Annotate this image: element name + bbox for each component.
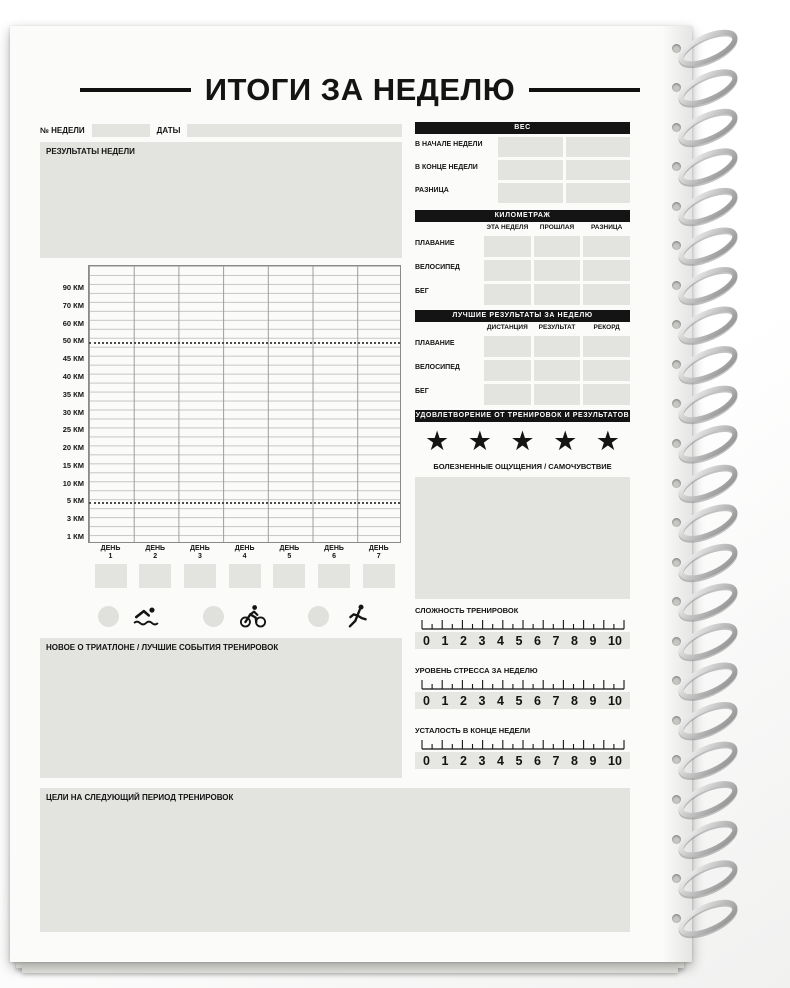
day-label: ДЕНЬ	[279, 545, 300, 552]
scale-number[interactable]: 6	[534, 693, 541, 708]
value-cell[interactable]	[566, 160, 631, 180]
table-row	[415, 384, 630, 405]
table-row	[415, 336, 630, 357]
scale-number[interactable]: 0	[423, 693, 430, 708]
next-period-goals-label: ЦЕЛИ НА СЛЕДУЮЩИЙ ПЕРИОД ТРЕНИРОВОК	[46, 793, 234, 802]
chart-y-label: 20 КМ	[62, 443, 84, 453]
week-number-field[interactable]	[92, 124, 150, 137]
scale-label: УСТАЛОСТЬ В КОНЦЕ НЕДЕЛИ	[415, 726, 531, 735]
dotted-guideline-5km	[89, 502, 400, 504]
value-cell[interactable]	[498, 137, 563, 157]
row-label: ПЛАВАНИЕ	[415, 240, 455, 247]
title-rule-left	[80, 88, 191, 92]
value-cell[interactable]	[566, 137, 631, 157]
row-label: БЕГ	[415, 388, 429, 395]
value-cell[interactable]	[566, 183, 631, 203]
column-header: ПРОШЛАЯ	[539, 224, 575, 231]
scale-block-1	[415, 606, 630, 649]
day-label: ДЕНЬ	[234, 545, 255, 552]
day-total-field[interactable]	[229, 564, 261, 588]
scale-number[interactable]: 1	[441, 753, 449, 768]
scale-number[interactable]: 10	[608, 633, 622, 648]
weight-table-rows	[415, 137, 630, 203]
value-cell[interactable]	[583, 336, 630, 357]
weight-table	[415, 122, 630, 203]
week-number-label: № НЕДЕЛИ	[40, 125, 85, 135]
day-number: 1	[108, 553, 113, 560]
chart-y-label: 70 КМ	[62, 300, 84, 310]
scale-number[interactable]: 7	[552, 693, 560, 708]
kilometrage-table-header: КИЛОМЕТРАЖ	[415, 210, 630, 222]
value-cell[interactable]	[484, 384, 531, 405]
week-meta-row	[40, 123, 402, 137]
chart-y-label: 30 КМ	[62, 407, 84, 417]
chart-y-label: 1 КМ	[66, 532, 84, 542]
runner-icon	[345, 603, 371, 629]
scale-number[interactable]: 10	[608, 693, 622, 708]
scale-block-3	[415, 726, 630, 769]
rating-star[interactable]: ★	[553, 426, 578, 456]
scale-number[interactable]: 8	[571, 753, 578, 768]
scale-numbers	[415, 632, 630, 649]
day-total-field[interactable]	[318, 564, 350, 588]
page-title: ИТОГИ ЗА НЕДЕЛЮ	[204, 72, 516, 107]
scale-ruler[interactable]	[420, 618, 626, 630]
table-row	[415, 236, 630, 257]
value-cell[interactable]	[534, 336, 581, 357]
value-cell[interactable]	[534, 260, 581, 281]
dotted-guideline-50km	[89, 342, 400, 344]
day-column	[88, 545, 133, 588]
table-row	[415, 183, 630, 203]
value-cell[interactable]	[583, 360, 630, 381]
scale-number[interactable]: 9	[589, 753, 597, 768]
value-cell[interactable]	[583, 260, 630, 281]
scale-number[interactable]: 3	[478, 633, 486, 648]
scale-numbers	[415, 692, 630, 709]
column-header: РЕЗУЛЬТАТ	[538, 324, 576, 331]
page-stack-edge-2	[22, 966, 678, 973]
chart-y-label: 15 КМ	[62, 460, 84, 470]
scale-number[interactable]: 4	[497, 693, 504, 708]
week-results-field[interactable]	[40, 142, 402, 258]
title-rule-right	[529, 88, 640, 92]
dates-field[interactable]	[187, 124, 402, 137]
chart-grid[interactable]	[88, 265, 401, 543]
rating-scales	[415, 606, 630, 786]
chart-y-label: 90 КМ	[62, 283, 84, 292]
day-number: 4	[242, 553, 247, 560]
day-number: 6	[332, 553, 336, 560]
value-cell[interactable]	[484, 260, 531, 281]
scale-block-2	[415, 666, 630, 709]
table-row	[415, 260, 630, 281]
chart-y-label: 3 КМ	[66, 514, 84, 524]
row-label: ВЕЛОСИПЕД	[415, 264, 460, 271]
column-header: РАЗНИЦА	[591, 224, 623, 231]
scale-ruler[interactable]	[420, 678, 626, 690]
table-row	[415, 137, 630, 157]
chart-y-label: 5 КМ	[66, 496, 84, 506]
rating-star[interactable]: ★	[425, 426, 450, 456]
value-cell[interactable]	[583, 284, 630, 305]
swim-mark-circle[interactable]	[98, 606, 119, 627]
scale-number[interactable]: 4	[497, 753, 504, 768]
day-label: ДЕНЬ	[190, 545, 210, 552]
scale-number[interactable]: 1	[441, 633, 449, 648]
best-results-table	[415, 310, 630, 405]
rating-star[interactable]: ★	[510, 426, 535, 456]
row-label: БЕГ	[415, 288, 429, 295]
chart-y-label: 40 КМ	[62, 371, 84, 381]
day-number: 5	[287, 553, 292, 560]
satisfaction-header: УДОВЛЕТВОРЕНИЕ ОТ ТРЕНИРОВОК И РЕЗУЛЬТАТОВ	[415, 410, 630, 422]
day-total-field[interactable]	[363, 564, 395, 588]
pain-wellbeing-field[interactable]	[415, 477, 630, 599]
scale-number[interactable]: 4	[497, 633, 504, 648]
value-cell[interactable]	[583, 236, 630, 257]
scale-label: УРОВЕНЬ СТРЕССА ЗА НЕДЕЛЮ	[415, 666, 538, 675]
scale-number[interactable]: 0	[423, 753, 430, 768]
chart-y-label: 25 КМ	[62, 425, 84, 435]
scale-number[interactable]: 7	[552, 633, 560, 648]
scale-number[interactable]: 5	[515, 633, 523, 648]
scale-number[interactable]: 8	[571, 633, 578, 648]
row-label: ВЕЛОСИПЕД	[415, 364, 460, 371]
row-label: РАЗНИЦА	[415, 187, 449, 194]
table-row	[415, 284, 630, 305]
column-header: ДИСТАНЦИЯ	[486, 324, 528, 331]
satisfaction-stars	[415, 426, 630, 456]
day-total-field[interactable]	[95, 564, 127, 588]
chart-y-label: 45 КМ	[62, 354, 84, 364]
spiral-binding	[650, 0, 780, 988]
day-column	[177, 545, 222, 588]
chart-y-label: 35 КМ	[62, 389, 84, 399]
next-period-goals-field[interactable]	[40, 788, 630, 932]
triathlon-news-label: НОВОЕ О ТРИАТЛОНЕ / ЛУЧШИЕ СОБЫТИЯ ТРЕНИРОВОК	[46, 643, 279, 652]
run-mark-circle[interactable]	[308, 606, 329, 627]
day-label: ДЕНЬ	[100, 545, 121, 552]
value-cell[interactable]	[534, 360, 581, 381]
day-total-field[interactable]	[273, 564, 305, 588]
day-label: ДЕНЬ	[324, 545, 344, 552]
scale-label: СЛОЖНОСТЬ ТРЕНИРОВОК	[415, 606, 519, 615]
rating-star[interactable]: ★	[595, 426, 620, 456]
row-label: В НАЧАЛЕ НЕДЕЛИ	[415, 141, 483, 148]
scale-number[interactable]: 6	[534, 753, 541, 768]
row-label: В КОНЦЕ НЕДЕЛИ	[415, 164, 478, 171]
day-column	[267, 545, 312, 588]
bike-mark-circle[interactable]	[203, 606, 224, 627]
scale-number[interactable]: 2	[460, 633, 467, 648]
column-header: РЕКОРД	[593, 324, 620, 331]
day-column	[312, 545, 357, 588]
scale-ruler[interactable]	[420, 738, 626, 750]
column-headers-spacer	[415, 324, 481, 333]
value-cell[interactable]	[498, 160, 563, 180]
best-results-table-header: ЛУЧШИЕ РЕЗУЛЬТАТЫ ЗА НЕДЕЛЮ	[415, 310, 630, 322]
kilometrage-table	[415, 210, 630, 305]
row-label: ПЛАВАНИЕ	[415, 340, 455, 347]
scale-number[interactable]: 5	[515, 753, 523, 768]
scale-number[interactable]: 6	[534, 633, 541, 648]
pain-wellbeing-section	[415, 462, 630, 599]
day-total-field[interactable]	[184, 564, 216, 588]
value-cell[interactable]	[583, 384, 630, 405]
value-cell[interactable]	[484, 236, 531, 257]
day-number: 3	[197, 553, 202, 560]
chart-y-label: 10 КМ	[62, 478, 84, 488]
value-cell[interactable]	[534, 384, 581, 405]
chart-y-label: 60 КМ	[62, 318, 84, 328]
scale-number[interactable]: 1	[441, 693, 449, 708]
table-row	[415, 360, 630, 381]
value-cell[interactable]	[484, 336, 531, 357]
column-header: ЭТА НЕДЕЛЯ	[486, 224, 529, 231]
scale-number[interactable]: 8	[571, 693, 578, 708]
value-cell[interactable]	[484, 360, 531, 381]
chart-y-axis	[28, 26, 84, 556]
dates-label: ДАТЫ	[156, 125, 181, 135]
triathlon-news-field[interactable]	[40, 638, 402, 778]
value-cell[interactable]	[534, 284, 581, 305]
day-number: 7	[376, 553, 381, 560]
day-column	[222, 545, 267, 588]
value-cell[interactable]	[534, 236, 581, 257]
day-total-field[interactable]	[139, 564, 171, 588]
scale-number[interactable]: 9	[589, 633, 597, 648]
swimmer-icon	[133, 603, 159, 629]
diary-week-summary-page	[10, 26, 692, 962]
rating-star[interactable]: ★	[467, 426, 492, 456]
column-headers	[415, 224, 630, 233]
best-results-table-rows	[415, 324, 630, 405]
page-header	[80, 72, 640, 108]
scale-number[interactable]: 10	[608, 753, 622, 768]
scale-number[interactable]: 9	[589, 693, 597, 708]
cyclist-icon	[240, 603, 266, 629]
chart-y-label: 50 КМ	[62, 336, 84, 346]
scale-number[interactable]: 5	[515, 693, 523, 708]
day-column	[133, 545, 178, 588]
scale-numbers	[415, 752, 630, 769]
value-cell[interactable]	[498, 183, 563, 203]
day-column	[356, 545, 401, 588]
scale-number[interactable]: 7	[552, 753, 560, 768]
table-row	[415, 160, 630, 180]
scale-number[interactable]: 0	[423, 633, 430, 648]
week-results-label: РЕЗУЛЬТАТЫ НЕДЕЛИ	[46, 147, 135, 156]
weight-table-header: ВЕС	[415, 122, 630, 134]
kilometrage-table-rows	[415, 224, 630, 305]
satisfaction-section	[415, 410, 630, 456]
day-label: ДЕНЬ	[368, 545, 389, 552]
column-headers	[415, 324, 630, 333]
value-cell[interactable]	[484, 284, 531, 305]
pain-wellbeing-label: БОЛЕЗНЕННЫЕ ОЩУЩЕНИЯ / САМОЧУВСТВИЕ	[433, 462, 612, 471]
scale-number[interactable]: 2	[460, 693, 467, 708]
right-column	[415, 122, 630, 782]
scale-number[interactable]: 3	[478, 693, 486, 708]
day-number: 2	[153, 553, 158, 560]
column-headers-spacer	[415, 224, 481, 233]
scale-number[interactable]: 2	[460, 753, 467, 768]
day-label: ДЕНЬ	[145, 545, 166, 552]
scale-number[interactable]: 3	[478, 753, 486, 768]
